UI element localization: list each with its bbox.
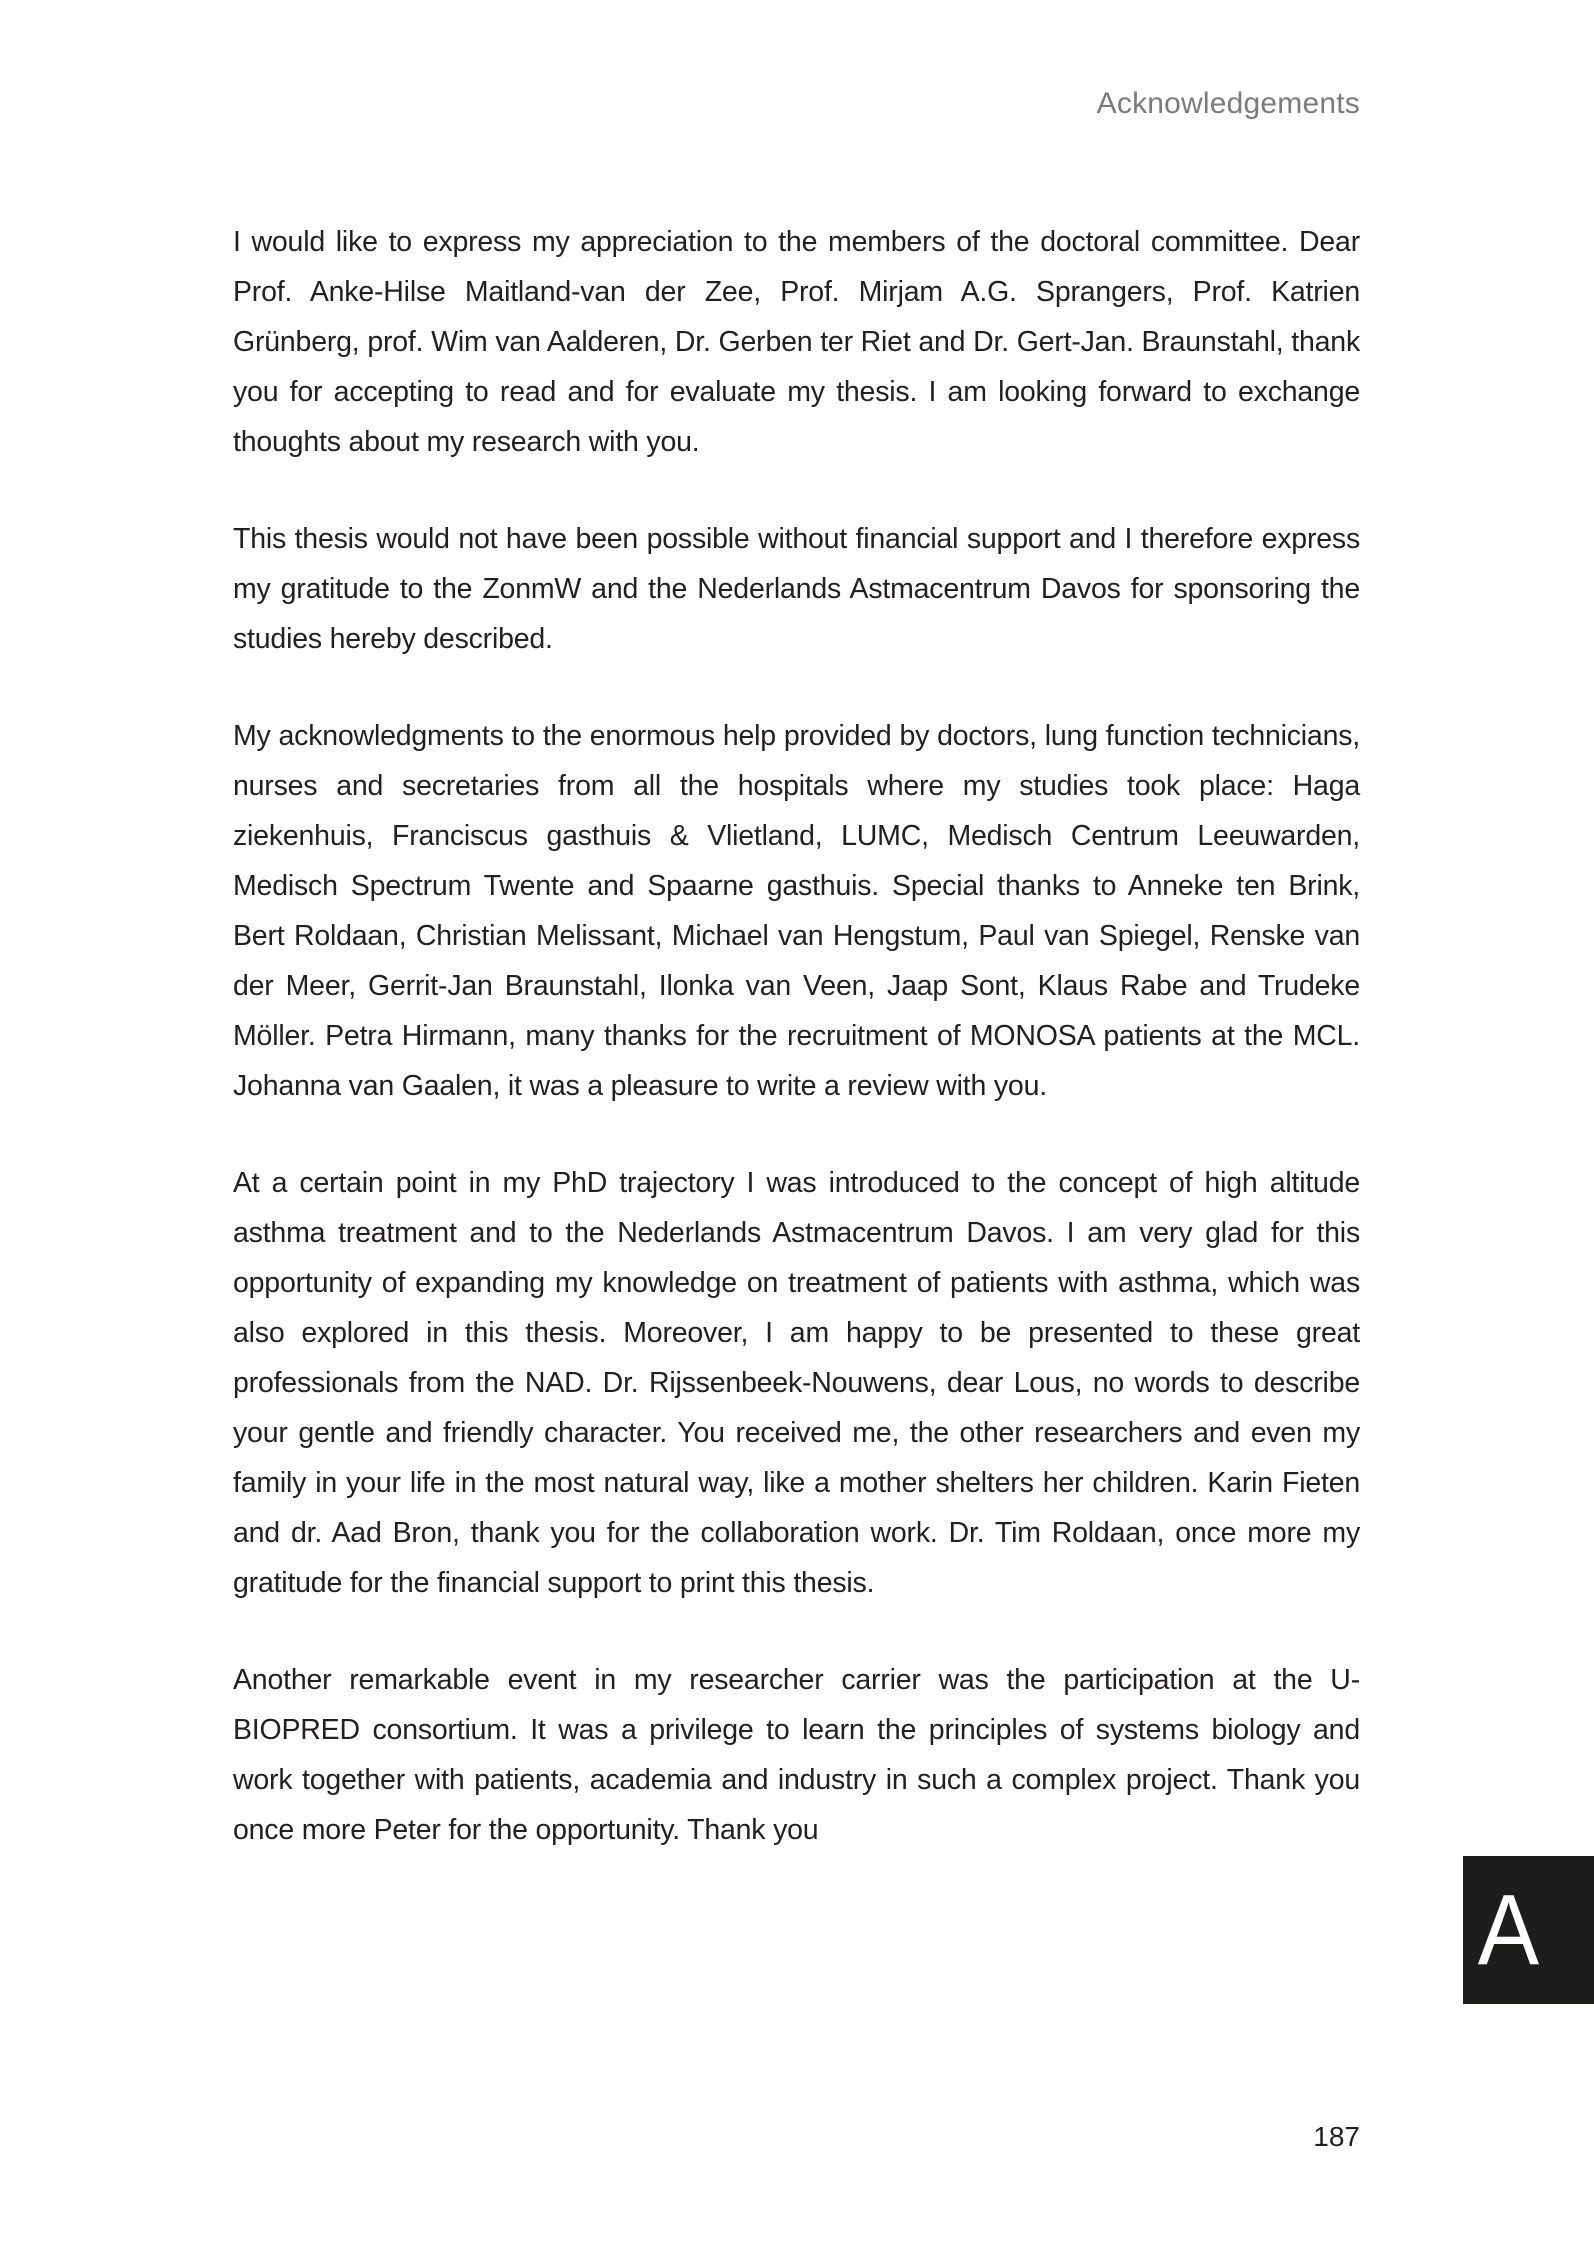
- paragraph-committee: I would like to express my appreciation to the members of the doctoral committee. Dear Prof. Anke-Hilse Maitland-van der Zee, Prof. Mirjam A.G. Sprangers, Prof. Katrien Grünberg, prof. Wim van Aalderen, Dr. Gerben ter Riet and Dr. Gert-Jan. Braunstahl, thank you for accepting to read and for evaluate my thesis. I am looking forward to exchange thoughts about my research with you.: [233, 226, 1360, 458]
- section-tab: [1463, 1856, 1594, 2004]
- section-tab-letter: A: [1477, 1874, 1540, 1986]
- page-number: 187: [1313, 2121, 1360, 2152]
- paragraph-high-altitude: At a certain point in my PhD trajectory I was introduced to the concept of high altitude asthma treatment and to the Nederlands Astmacentrum Davos. I am very glad for this opportunity of expanding my knowledge on treatment of patients with asthma, which was also explored in this thesis. Moreover, I am happy to be presented to these great professionals from the NAD. Dr. Rijssenbeek-Nouwens, dear Lous, no words to describe your gentle and friendly character. You received me, the other researchers and even my family in your life in the most natural way, like a mother shelters her children. Karin Fieten and dr. Aad Bron, thank you for the collaboration work. Dr. Tim Roldaan, once more my gratitude for the financial support to print this thesis.: [233, 1167, 1360, 1599]
- paragraph-hospitals: My acknowledgments to the enormous help provided by doctors, lung function technicians, nurses and secretaries from all the hospitals where my studies took place: Haga ziekenhuis, Franciscus gasthuis & Vlietland, LUMC, Medisch Centrum Leeuwarden, Medisch Spectrum Twente and Spaarne gasthuis. Special thanks to Anneke ten Brink, Bert Roldaan, Christian Melissant, Michael van Hengstum, Paul van Spiegel, Renske van der Meer, Gerrit-Jan Braunstahl, Ilonka van Veen, Jaap Sont, Klaus Rabe and Trudeke Möller. Petra Hirmann, many thanks for the recruitment of MONOSA patients at the MCL. Johanna van Gaalen, it was a pleasure to write a review with you.: [233, 720, 1360, 1102]
- paragraph-ubiopred: Another remarkable event in my researcher carrier was the participation at the U-BIOPRED consortium. It was a privilege to learn the principles of systems biology and work together with patients, academia and industry in such a complex project. Thank you once more Peter for the opportunity. Thank you: [233, 1664, 1360, 1846]
- paragraph-financial-support: This thesis would not have been possible without financial support and I therefore express my gratitude to the ZonmW and the Nederlands Astmacentrum Davos for sponsoring the studies hereby described.: [233, 523, 1360, 655]
- body-text: [233, 217, 1360, 1902]
- running-header: Acknowledgements: [1096, 87, 1360, 120]
